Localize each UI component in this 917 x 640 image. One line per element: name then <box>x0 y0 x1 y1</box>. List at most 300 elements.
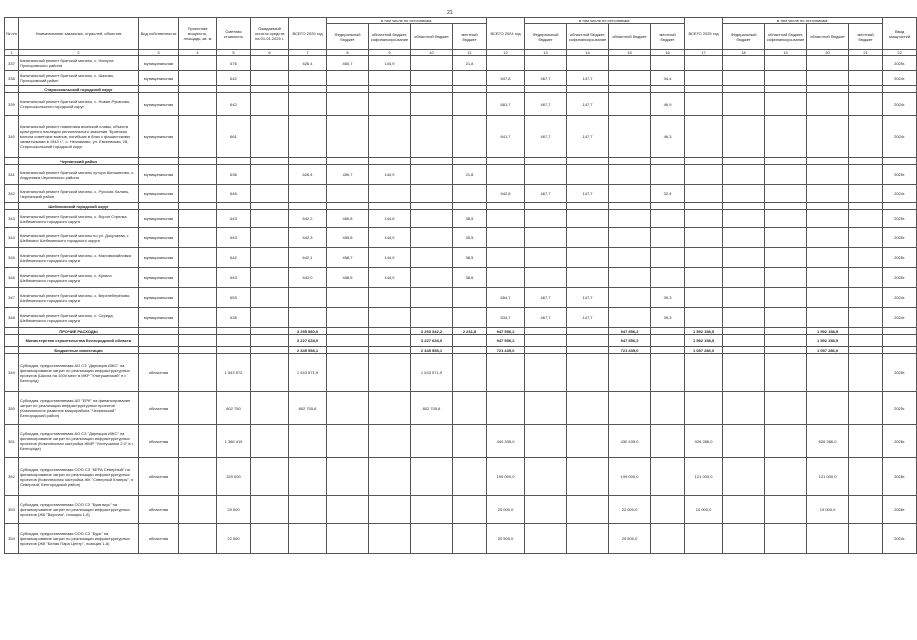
column-number: 3 <box>139 50 179 56</box>
table-cell <box>849 458 883 496</box>
column-number: 15 <box>609 50 651 56</box>
table-cell <box>651 56 685 71</box>
table-cell <box>453 392 487 425</box>
table-cell <box>251 425 289 458</box>
column-number: 21 <box>849 50 883 56</box>
table-row <box>5 354 917 392</box>
table-cell: 1 057 286,0 <box>685 347 723 354</box>
table-cell: 2024г. <box>883 524 917 554</box>
table-cell <box>723 288 765 308</box>
table-cell <box>765 165 807 185</box>
table-cell <box>327 425 369 458</box>
table-cell: 2024г. <box>883 288 917 308</box>
table-cell <box>289 308 327 328</box>
table-cell <box>765 203 807 210</box>
table-cell <box>849 335 883 347</box>
table-cell <box>609 268 651 288</box>
object-name-cell: Капитальный ремонт братской могилы, с. Новиe-Русаново, Старооскольского городской округ <box>19 93 139 116</box>
table-cell <box>685 392 723 425</box>
column-number: 8 <box>327 50 369 56</box>
table-cell <box>567 328 609 335</box>
table-cell: 1 592 158,5 <box>685 335 723 347</box>
table-cell <box>849 496 883 524</box>
table-cell <box>567 392 609 425</box>
table-cell <box>723 165 765 185</box>
table-cell <box>251 165 289 185</box>
table-cell <box>807 86 849 93</box>
table-cell <box>179 248 217 268</box>
table-cell: 458,7 <box>327 248 369 268</box>
table-cell: муниципальная <box>139 248 179 268</box>
table-cell: 467,7 <box>525 71 567 86</box>
table-cell <box>251 335 289 347</box>
table-cell <box>883 203 917 210</box>
table-cell: 144,9 <box>369 248 411 268</box>
table-cell <box>609 248 651 268</box>
table-cell <box>651 328 685 335</box>
table-cell: 642,0 <box>289 268 327 288</box>
table-cell <box>651 458 685 496</box>
table-cell <box>289 86 327 93</box>
total-row <box>5 335 917 347</box>
table-cell <box>807 228 849 248</box>
table-cell: 339 <box>5 93 19 116</box>
table-cell: 341 <box>5 165 19 185</box>
table-cell <box>251 524 289 554</box>
table-cell <box>883 347 917 354</box>
table-cell: 10 000,0 <box>685 496 723 524</box>
table-cell <box>487 354 525 392</box>
table-cell: муниципальная <box>139 116 179 158</box>
table-cell <box>765 458 807 496</box>
table-cell <box>807 203 849 210</box>
table-cell: 926 286,0 <box>807 425 849 458</box>
table-cell: муниципальная <box>139 288 179 308</box>
table-cell: 643 <box>217 228 251 248</box>
table-cell <box>765 158 807 165</box>
table-cell <box>411 158 453 165</box>
table-cell <box>487 248 525 268</box>
table-cell: 34,4 <box>651 71 685 86</box>
table-cell <box>723 203 765 210</box>
header-federal-3: Федеральный бюджет <box>723 24 765 50</box>
table-cell <box>369 288 411 308</box>
table-cell <box>369 158 411 165</box>
table-cell <box>849 86 883 93</box>
table-cell <box>651 524 685 554</box>
table-cell: 346 <box>5 268 19 288</box>
table-cell <box>289 288 327 308</box>
table-cell <box>369 93 411 116</box>
table-cell <box>453 158 487 165</box>
table-cell <box>807 248 849 268</box>
table-cell <box>567 165 609 185</box>
table-cell <box>139 347 179 354</box>
table-cell <box>609 56 651 71</box>
table-cell: 641,7 <box>487 116 525 158</box>
table-cell: 1 592 158,5 <box>685 328 723 335</box>
table-cell <box>685 116 723 158</box>
table-cell <box>765 308 807 328</box>
table-cell <box>487 228 525 248</box>
table-cell <box>327 524 369 554</box>
object-name-cell: Капитальный ремонт братской могилы, с. Русская Халань, Чернянский район <box>19 185 139 203</box>
table-cell: 35,5 <box>453 228 487 248</box>
table-cell <box>567 86 609 93</box>
column-number: 4 <box>179 50 217 56</box>
table-cell: 20 000,0 <box>487 496 525 524</box>
table-cell: 2 345 558,1 <box>411 347 453 354</box>
table-cell: 647,8 <box>487 71 525 86</box>
table-cell <box>251 228 289 248</box>
table-cell <box>179 71 217 86</box>
table-cell: 467,7 <box>525 288 567 308</box>
column-number: 22 <box>883 50 917 56</box>
table-cell: 802 750 <box>217 392 251 425</box>
table-cell <box>411 308 453 328</box>
table-cell <box>807 354 849 392</box>
table-cell <box>139 335 179 347</box>
table-cell <box>453 425 487 458</box>
table-cell <box>567 210 609 228</box>
table-cell: муниципальная <box>139 268 179 288</box>
table-cell: 2026г. <box>883 425 917 458</box>
table-cell <box>765 524 807 554</box>
table-cell <box>179 392 217 425</box>
column-number: 10 <box>411 50 453 56</box>
object-name-cell: Капитальный ремонт братской могилы, с. Верхнеберёзово, Шебекинского городского округа <box>19 288 139 308</box>
table-cell <box>685 165 723 185</box>
table-cell <box>567 496 609 524</box>
section-title: Шебекинский городской округ <box>19 203 139 210</box>
table-cell <box>327 335 369 347</box>
table-cell <box>525 392 567 425</box>
header-federal-2: Федеральный бюджет <box>525 24 567 50</box>
object-name-cell: Министерство строительства Белгородской области <box>19 335 139 347</box>
table-cell <box>5 86 19 93</box>
table-cell: 1 592 158,5 <box>807 328 849 335</box>
header-group-sources-2: в том числе по источникам: <box>525 18 685 24</box>
table-cell <box>179 86 217 93</box>
table-cell: областная <box>139 392 179 425</box>
table-cell: 2026г. <box>883 496 917 524</box>
table-row <box>5 248 917 268</box>
table-cell <box>765 268 807 288</box>
table-cell <box>807 165 849 185</box>
table-cell <box>765 86 807 93</box>
header-capacity: Проектная мощность, площадь, кв. м <box>179 18 217 50</box>
table-cell <box>849 328 883 335</box>
table-cell <box>251 203 289 210</box>
table-cell <box>765 210 807 228</box>
table-cell <box>5 203 19 210</box>
table-cell <box>807 524 849 554</box>
table-cell <box>723 308 765 328</box>
table-row <box>5 425 917 458</box>
table-cell: 2024г. <box>883 116 917 158</box>
table-cell <box>369 347 411 354</box>
table-cell <box>251 158 289 165</box>
column-number: 16 <box>651 50 685 56</box>
table-cell <box>179 203 217 210</box>
table-cell <box>651 86 685 93</box>
table-cell: 676 <box>217 56 251 71</box>
table-cell <box>651 268 685 288</box>
table-cell <box>179 335 217 347</box>
table-cell <box>411 248 453 268</box>
table-cell <box>723 228 765 248</box>
table-cell: 349 <box>5 354 19 392</box>
table-cell <box>487 56 525 71</box>
table-cell <box>609 210 651 228</box>
header-regional-3: областной бюджет <box>807 24 849 50</box>
table-cell: 345 <box>5 248 19 268</box>
table-cell: 467,7 <box>525 93 567 116</box>
table-cell <box>411 425 453 458</box>
table-cell <box>453 496 487 524</box>
table-cell <box>567 203 609 210</box>
table-cell <box>807 116 849 158</box>
table-cell <box>807 71 849 86</box>
table-cell <box>327 354 369 392</box>
table-cell <box>765 288 807 308</box>
table-cell <box>369 308 411 328</box>
table-row <box>5 268 917 288</box>
table-cell <box>849 158 883 165</box>
header-regional-cofin-3: областной бюджет, софинансиро-вание <box>765 24 807 50</box>
table-cell <box>369 328 411 335</box>
object-name-cell: Капитальный ремонт памятника воинской славы, объекта культурного наследия регионального значения "Братская могила советских воинов, погибших в боях с фашистскими захватчиками в 1943 г.", с. Незнамово, ул. Евсеевская, 28, Старооскольский городской округ <box>19 116 139 158</box>
table-cell: 144,9 <box>369 268 411 288</box>
table-cell: областная <box>139 425 179 458</box>
table-cell: 144,6 <box>369 210 411 228</box>
table-cell <box>327 203 369 210</box>
header-group-sources-3: в том числе по источникам: <box>723 18 883 24</box>
table-cell: 1 057 286,0 <box>807 347 849 354</box>
table-cell: 642 <box>217 71 251 86</box>
header-regional-2: областной бюджет <box>609 24 651 50</box>
column-number: 20 <box>807 50 849 56</box>
table-cell: 681,7 <box>487 93 525 116</box>
table-cell <box>849 288 883 308</box>
table-cell: 39,3 <box>651 308 685 328</box>
table-cell <box>369 425 411 458</box>
table-cell <box>453 354 487 392</box>
table-cell <box>567 268 609 288</box>
header-local-1: местный бюджет <box>453 24 487 50</box>
table-cell <box>179 496 217 524</box>
table-cell: областная <box>139 354 179 392</box>
table-cell: 642 <box>217 93 251 116</box>
table-cell: 947 556,2 <box>487 335 525 347</box>
table-cell <box>765 228 807 248</box>
table-body <box>5 56 917 554</box>
table-cell <box>217 86 251 93</box>
table-cell <box>369 524 411 554</box>
table-cell <box>765 116 807 158</box>
table-cell: 2 231,8 <box>453 328 487 335</box>
header-ownership: Вид собственности <box>139 18 179 50</box>
table-cell: 1 543 572 <box>217 354 251 392</box>
table-cell: 147,7 <box>567 185 609 203</box>
table-row <box>5 210 917 228</box>
table-row <box>5 308 917 328</box>
table-cell: 635 <box>217 308 251 328</box>
table-cell <box>411 458 453 496</box>
table-cell <box>685 158 723 165</box>
table-cell: 144,9 <box>369 56 411 71</box>
table-cell <box>765 496 807 524</box>
table-cell: 144,9 <box>369 228 411 248</box>
table-cell <box>651 158 685 165</box>
table-cell <box>883 158 917 165</box>
table-cell: 199 000,0 <box>487 458 525 496</box>
table-cell <box>807 210 849 228</box>
table-cell <box>723 93 765 116</box>
table-cell <box>849 354 883 392</box>
table-cell <box>369 203 411 210</box>
table-cell: 46,9 <box>651 93 685 116</box>
table-cell: 626,4 <box>289 56 327 71</box>
table-cell: 320 000 <box>217 458 251 496</box>
table-cell: 38,5 <box>453 248 487 268</box>
table-cell: 347 <box>5 288 19 308</box>
table-cell: 646 <box>217 185 251 203</box>
table-cell: 2025г. <box>883 56 917 71</box>
table-cell <box>525 425 567 458</box>
table-cell <box>369 185 411 203</box>
table-cell: 1 366 419 <box>217 425 251 458</box>
table-cell <box>525 496 567 524</box>
table-cell <box>411 288 453 308</box>
table-cell: 460,7 <box>327 56 369 71</box>
section-row <box>5 86 917 93</box>
table-cell <box>525 328 567 335</box>
table-cell: 634,7 <box>487 308 525 328</box>
table-cell <box>651 354 685 392</box>
table-cell: 467,7 <box>525 116 567 158</box>
table-cell <box>289 116 327 158</box>
table-cell <box>765 392 807 425</box>
table-cell <box>723 268 765 288</box>
table-cell: 147,7 <box>567 288 609 308</box>
table-cell <box>609 203 651 210</box>
table-cell <box>453 308 487 328</box>
table-cell <box>289 93 327 116</box>
table-cell: муниципальная <box>139 93 179 116</box>
table-cell <box>723 335 765 347</box>
table-cell: 2025г. <box>883 392 917 425</box>
table-cell <box>411 116 453 158</box>
table-cell: муниципальная <box>139 71 179 86</box>
table-cell <box>807 93 849 116</box>
table-cell: 20 500,0 <box>487 524 525 554</box>
table-cell: 430 435,0 <box>609 425 651 458</box>
column-number: 13 <box>525 50 567 56</box>
table-cell <box>651 496 685 524</box>
table-row <box>5 165 917 185</box>
table-cell <box>5 335 19 347</box>
table-cell: 121 000,0 <box>807 458 849 496</box>
table-row <box>5 288 917 308</box>
table-cell <box>685 210 723 228</box>
table-cell <box>765 354 807 392</box>
table-cell <box>723 354 765 392</box>
table-cell: 947 556,2 <box>609 335 651 347</box>
table-cell: 1 592 158,5 <box>807 335 849 347</box>
table-cell <box>179 268 217 288</box>
table-cell: 642,8 <box>487 185 525 203</box>
header-number: № п/п <box>5 18 19 50</box>
header-regional-cofin-2: областной бюджет, софинансиро-вание <box>567 24 609 50</box>
table-cell <box>411 165 453 185</box>
table-row <box>5 228 917 248</box>
table-cell: 2025г. <box>883 165 917 185</box>
table-cell: 338 <box>5 71 19 86</box>
table-cell <box>609 93 651 116</box>
table-cell <box>609 86 651 93</box>
header-commissioning: Ввод мощностей <box>883 18 917 50</box>
table-cell: областная <box>139 458 179 496</box>
table-cell <box>327 392 369 425</box>
table-cell <box>723 524 765 554</box>
column-number: 7 <box>289 50 327 56</box>
table-cell: 21,8 <box>453 165 487 185</box>
table-cell <box>609 288 651 308</box>
table-cell <box>849 210 883 228</box>
column-number: 14 <box>567 50 609 56</box>
table-cell <box>849 308 883 328</box>
table-cell <box>217 203 251 210</box>
table-cell <box>685 203 723 210</box>
section-row <box>5 158 917 165</box>
table-cell <box>609 185 651 203</box>
table-cell <box>289 458 327 496</box>
table-cell <box>327 71 369 86</box>
table-cell: 350 <box>5 392 19 425</box>
table-cell <box>453 288 487 308</box>
header-expected-balance: Ожидаемый остаток средств на 01.01.2025 г. <box>251 18 289 50</box>
table-cell <box>179 116 217 158</box>
table-cell <box>251 116 289 158</box>
table-cell <box>179 185 217 203</box>
table-cell <box>139 86 179 93</box>
table-cell <box>453 93 487 116</box>
table-cell <box>651 347 685 354</box>
table-cell: 22 500 <box>217 524 251 554</box>
header-name: Наименование заказчика, отраслей, объектов <box>19 18 139 50</box>
table-cell: 459,7 <box>327 165 369 185</box>
table-cell <box>849 203 883 210</box>
header-total-2024: ВСЕГО 2024 год <box>487 18 525 50</box>
table-cell <box>525 158 567 165</box>
table-cell <box>139 328 179 335</box>
table-cell <box>723 458 765 496</box>
column-number: 17 <box>685 50 723 56</box>
table-cell: муниципальная <box>139 165 179 185</box>
table-cell <box>327 308 369 328</box>
object-name-cell: Субсидия, предоставляемая ООО СЗ "КЕРА Северный" на финансирование затрат по реализации инфраструктурных проектов (Комплексная застройка ЖК "Северный Клиеры", п. Северный, Белгородский район) <box>19 458 139 496</box>
table-cell <box>327 458 369 496</box>
table-cell <box>849 425 883 458</box>
table-cell <box>765 347 807 354</box>
section-title: Чернянский район <box>19 158 139 165</box>
table-cell <box>807 185 849 203</box>
table-cell <box>411 93 453 116</box>
table-cell: 144,9 <box>369 165 411 185</box>
table-cell <box>525 248 567 268</box>
column-number: 1 <box>5 50 19 56</box>
